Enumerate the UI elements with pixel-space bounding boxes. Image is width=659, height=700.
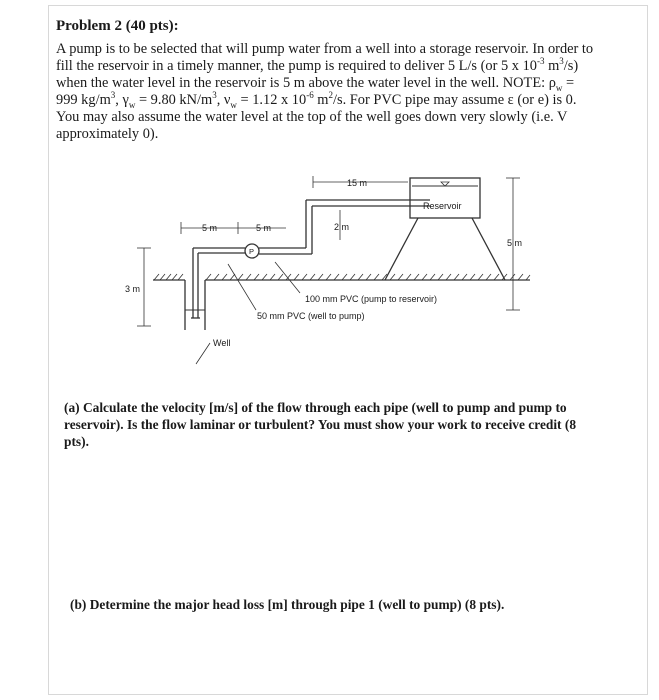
statement-text: , γ <box>115 92 129 108</box>
ground-hatching <box>154 274 530 280</box>
leader-line <box>196 343 210 364</box>
subscript: w <box>128 99 136 110</box>
label-5m-left: 5 m <box>202 223 218 233</box>
statement-text: = 1.12 x 10 <box>236 92 307 108</box>
label-5m-right: 5 m <box>507 238 523 248</box>
label-3m: 3 m <box>125 284 141 294</box>
problem-title: Problem 2 (40 pts): <box>56 18 179 34</box>
label-15m: 15 m <box>347 178 368 188</box>
statement-text: m <box>544 58 560 74</box>
reservoir-tank <box>410 178 480 218</box>
superscript: 3 <box>212 90 217 101</box>
statement-text: = 9.80 kN/m <box>135 92 213 108</box>
superscript: 3 <box>559 56 564 67</box>
subscript: w <box>555 82 563 93</box>
well-label: Well <box>213 338 231 348</box>
pump-label: P <box>249 247 255 256</box>
pipe-50mm-label: 50 mm PVC (well to pump) <box>257 311 365 321</box>
statement-text: m <box>313 92 329 108</box>
label-5m-mid: 5 m <box>256 223 272 233</box>
statement-text: , ν <box>216 92 231 108</box>
leader-line <box>228 264 256 310</box>
subscript: w <box>230 99 237 110</box>
question-b: (b) Determine the major head loss [m] through pipe 1 (well to pump) (8 pts). <box>70 597 505 612</box>
question-a: (a) Calculate the velocity [m/s] of the flow through each pipe (well to pump and pump to reservoir). Is the flow laminar or turbulent? You must show your work to receive credit (8 pts). <box>64 400 577 449</box>
water-level-marker <box>441 182 449 186</box>
superscript: -3 <box>536 56 545 67</box>
statement-text: A pump is to be selected that will pump water from a well into a storage reservoir. In order to fill the reservoir in a timely manner, the pump is required to deliver 5 L/s (or 5 x 10 <box>56 41 594 74</box>
statement-text: = 999 kg/m <box>56 75 575 108</box>
reservoir-support <box>472 218 505 280</box>
reservoir-support <box>385 218 418 280</box>
label-2m: 2 m <box>334 222 350 232</box>
superscript: -6 <box>306 90 314 101</box>
statement-text: /s) when the water level in the reservoir is 5 m above the water level in the well. NOTE: ρ <box>56 58 579 91</box>
pipe-100mm-label: 100 mm PVC (pump to reservoir) <box>305 294 438 304</box>
reservoir-label: Reservoir <box>423 201 462 211</box>
statement-text: /s. For PVC pipe may assume ε (or e) is 0. You may also assume the water level at the top of the well goes down very slowly (i.e. V approximately 0). <box>56 92 577 142</box>
superscript: 3 <box>110 90 116 101</box>
superscript: 2 <box>328 90 333 101</box>
